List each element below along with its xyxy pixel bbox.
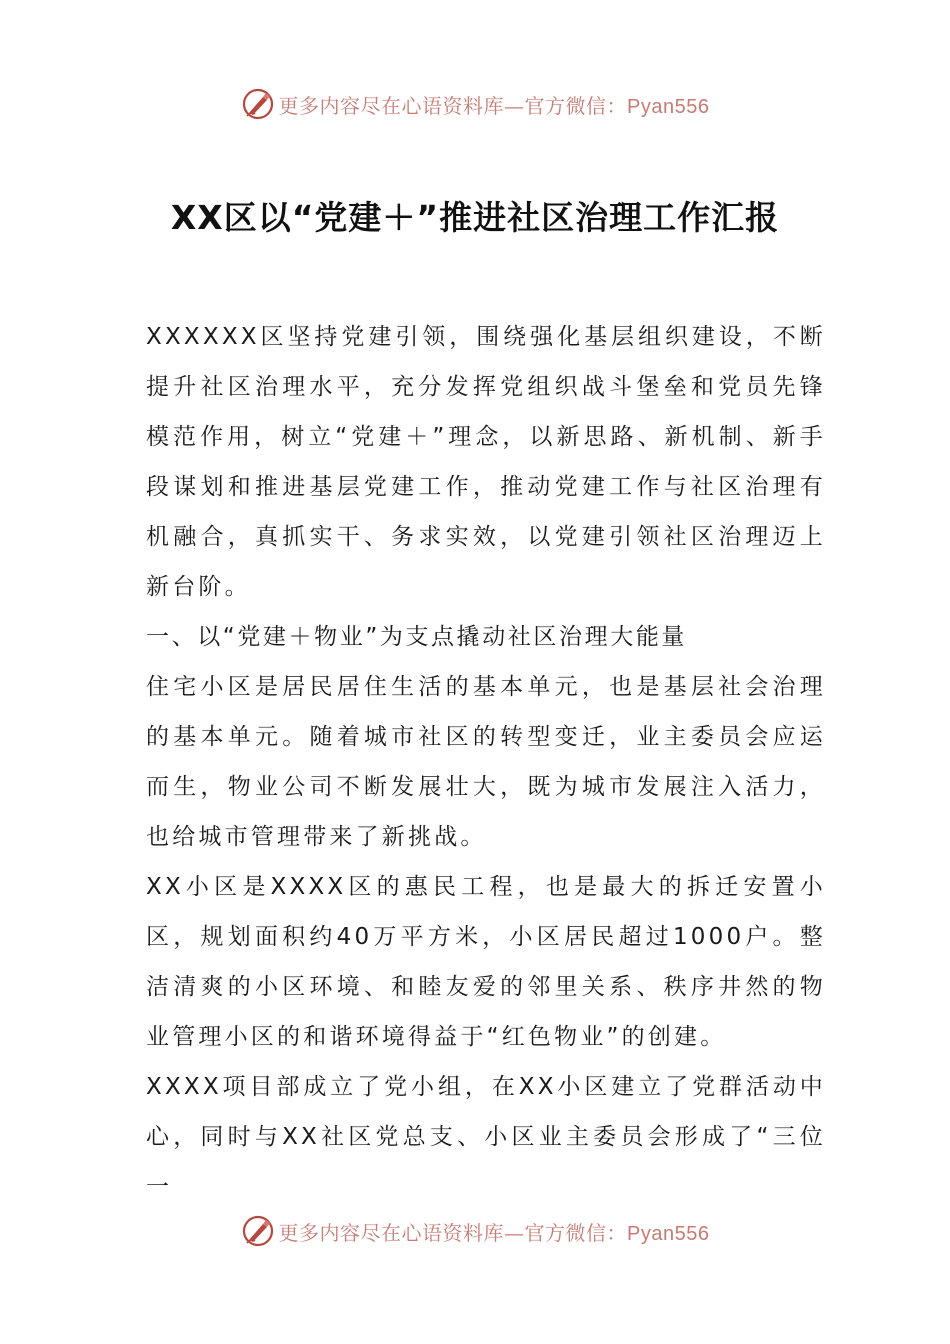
section-heading: 一、以“党建＋物业”为支点撬动社区治理大能量 [146, 624, 688, 650]
watermark-site: 更多内容尽在心语资料库 [278, 93, 505, 118]
document-body [146, 312, 826, 1212]
watermark-wechat: 官方微信：Pyan556 [524, 1222, 710, 1245]
paragraph-intro: XXXXXX区坚持党建引领，围绕强化基层组织建设，不断提升社区治理水平，充分发挥党组织战斗堡垒和党员先锋模范作用，树立“党建＋”理念，以新思路、新机制、新手段谋划和推进基层党建工作，推动党建工作与社区治理有机融合，真抓实干、务求实效，以党建引领社区治理迈上新台阶。 [146, 324, 826, 600]
watermark-text [279, 90, 710, 119]
watermark-wechat: 官方微信：Pyan556 [524, 95, 710, 118]
header-watermark [0, 84, 950, 124]
paragraph-body: XX小区是XXXX区的惠民工程，也是最大的拆迁安置小区，规划面积约40万平方米，小区居民超过1000户。整洁清爽的小区环境、和睦友爱的邻里关系、秩序井然的物业管理小区的和谐环境得益于“红色物业”的创建。 [146, 874, 826, 1050]
document-title: XX区以“党建＋”推进社区治理工作汇报 [170, 198, 780, 238]
footer-watermark [0, 1211, 950, 1251]
watermark-site: 更多内容尽在心语资料库 [278, 1220, 505, 1245]
pen-logo-icon [241, 1214, 275, 1248]
paragraph-body: 住宅小区是居民居住生活的基本单元，也是基层社会治理的基本单元。随着城市社区的转型变迁，业主委员会应运而生，物业公司不断发展壮大，既为城市发展注入活力，也给城市管理带来了新挑战。 [146, 674, 826, 850]
watermark-text [279, 1217, 710, 1246]
watermark-separator: — [504, 93, 525, 118]
paragraph-body: XXXX项目部成立了党小组，在XX小区建立了党群活动中心，同时与XX社区党总支、小区业主委员会形成了“三位一 [146, 1074, 826, 1200]
watermark-separator: — [504, 1220, 525, 1245]
pen-logo-icon [241, 87, 275, 121]
